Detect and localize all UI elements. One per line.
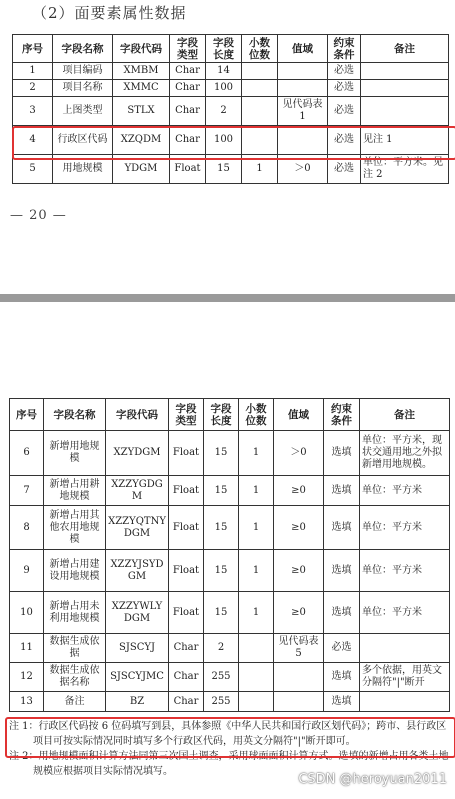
table-row	[13, 63, 449, 80]
table-cell: Char	[170, 126, 206, 155]
table-cell: 选填	[324, 476, 360, 506]
header-cell: 序号	[13, 35, 53, 63]
table-cell: Char	[170, 63, 206, 80]
table-cell: SJSCYJ	[106, 634, 169, 663]
table-header-row	[13, 35, 449, 63]
table-cell	[274, 692, 324, 712]
table-cell: BZ	[106, 692, 169, 712]
table-cell: ≥0	[274, 506, 324, 550]
header-cell: 值域	[278, 35, 328, 63]
table-cell: YDGM	[113, 155, 170, 184]
header-cell: 字段类型	[170, 35, 206, 63]
table-row	[10, 431, 450, 476]
table-cell: 选填	[324, 431, 360, 476]
table-cell: Float	[170, 155, 206, 184]
table-cell: 255	[204, 692, 239, 712]
table-cell	[361, 80, 449, 97]
table-cell: ＞0	[278, 155, 328, 184]
table-row	[10, 634, 450, 663]
table-cell: 新增占用未利用地规模	[44, 592, 106, 634]
header-cell: 约束条件	[324, 399, 360, 431]
table-cell: 10	[10, 592, 44, 634]
table-cell: 1	[239, 506, 274, 550]
table-cell: 用地规模	[53, 155, 113, 184]
table-cell: 1	[13, 63, 53, 80]
table-cell: 1	[239, 476, 274, 506]
header-cell: 小数位数	[242, 35, 278, 63]
table-cell: 7	[10, 476, 44, 506]
header-cell: 字段代码	[113, 35, 170, 63]
table-cell: 15	[204, 550, 239, 592]
table-cell: Char	[169, 692, 204, 712]
table-cell: 选填	[324, 692, 360, 712]
page-divider	[0, 294, 455, 302]
table-row	[10, 506, 450, 550]
table-cell: 15	[204, 506, 239, 550]
table-cell	[278, 126, 328, 155]
table-cell: 14	[206, 63, 242, 80]
table-cell: 单位：平方米	[360, 506, 450, 550]
table-cell: 新增用地规模	[44, 431, 106, 476]
header-cell: 字段名称	[53, 35, 113, 63]
table-cell: 单位：平方米，现状交通用地之外拟新增用地规模。	[360, 431, 450, 476]
table-cell: Float	[169, 476, 204, 506]
table-cell: 15	[204, 592, 239, 634]
header-cell: 备注	[360, 399, 450, 431]
table-cell: 新增占用耕地规模	[44, 476, 106, 506]
table-cell: 选填	[324, 506, 360, 550]
table-cell: 单位：平方米	[360, 550, 450, 592]
header-cell: 字段长度	[206, 35, 242, 63]
table-cell: 多个依据，用英文分隔符"|"断开	[360, 663, 450, 692]
table-cell: 15	[206, 155, 242, 184]
table-cell	[242, 97, 278, 126]
table-cell: ＞0	[274, 431, 324, 476]
watermark: CSDN @heroyuan2011	[298, 772, 447, 787]
table-cell: 3	[13, 97, 53, 126]
table-cell: 见代码表 5	[274, 634, 324, 663]
table-cell: 必选	[328, 63, 361, 80]
table-cell	[278, 80, 328, 97]
table-cell: 数据生成依据名称	[44, 663, 106, 692]
table-cell: 项目名称	[53, 80, 113, 97]
table-cell: 255	[204, 663, 239, 692]
table-cell: ≥0	[274, 476, 324, 506]
table-cell: 上图类型	[53, 97, 113, 126]
section-title: （2）面要素属性数据	[32, 4, 187, 22]
table-cell: 项目编码	[53, 63, 113, 80]
table-cell: 必选	[328, 126, 361, 155]
table-cell: Float	[169, 506, 204, 550]
attribute-table-part2	[9, 398, 450, 712]
header-cell: 字段类型	[169, 399, 204, 431]
table-cell: Char	[170, 97, 206, 126]
table-cell	[360, 634, 450, 663]
table-cell: 单位：平方米	[360, 592, 450, 634]
table-cell	[278, 63, 328, 80]
table-cell	[361, 63, 449, 80]
table-cell: 100	[206, 80, 242, 97]
table-row	[10, 592, 450, 634]
table-cell	[239, 692, 274, 712]
table-cell: XZQDM	[113, 126, 170, 155]
table-cell	[239, 663, 274, 692]
table-cell: 100	[206, 126, 242, 155]
header-cell: 小数位数	[239, 399, 274, 431]
table-cell	[274, 663, 324, 692]
table-cell: 必选	[324, 634, 360, 663]
table-cell: XZZYQTNYDGM	[106, 506, 169, 550]
table-cell: 9	[10, 550, 44, 592]
table-cell: XZZYGDGM	[106, 476, 169, 506]
table-cell: 行政区代码	[53, 126, 113, 155]
page-number: — 20 —	[10, 208, 67, 223]
table-row	[10, 692, 450, 712]
table-cell: 选填	[324, 663, 360, 692]
table-cell: Float	[169, 550, 204, 592]
table-cell: 5	[13, 155, 53, 184]
notes	[9, 719, 449, 779]
table-cell: SJSCYJMC	[106, 663, 169, 692]
table-cell: 2	[206, 97, 242, 126]
table-header-row	[10, 399, 450, 431]
table-cell: Char	[169, 634, 204, 663]
header-cell: 约束条件	[328, 35, 361, 63]
table-cell: 12	[10, 663, 44, 692]
table-cell: 选填	[324, 592, 360, 634]
note-2: 注 2：用地规模面积计算方法同第三次国土调查，采用球面面积计算方式。选填的新增占用各类土地规模应根据项目实际情况填写。	[9, 751, 449, 777]
table-cell: 1	[242, 155, 278, 184]
table-cell	[242, 126, 278, 155]
table-cell	[242, 63, 278, 80]
table-cell: 见注 1	[361, 126, 449, 155]
table-cell: 6	[10, 431, 44, 476]
table-cell: Char	[169, 663, 204, 692]
table-cell: ≥0	[274, 550, 324, 592]
table-cell: 11	[10, 634, 44, 663]
table-cell: 8	[10, 506, 44, 550]
table-cell: 1	[239, 592, 274, 634]
table-cell: 1	[239, 550, 274, 592]
table-cell: 1	[239, 431, 274, 476]
header-cell: 字段代码	[106, 399, 169, 431]
table-cell: 15	[204, 431, 239, 476]
header-cell: 序号	[10, 399, 44, 431]
header-cell: 备注	[361, 35, 449, 63]
table-cell: 必选	[328, 97, 361, 126]
table-cell: XMMC	[113, 80, 170, 97]
table-cell: XZZYWLYDGM	[106, 592, 169, 634]
table-cell: XZYDGM	[106, 431, 169, 476]
table-cell: 4	[13, 126, 53, 155]
table-row	[10, 663, 450, 692]
table-cell: 见代码表 1	[278, 97, 328, 126]
table-row	[10, 476, 450, 506]
table-cell: 2	[13, 80, 53, 97]
table-cell	[242, 80, 278, 97]
table-cell: 15	[204, 476, 239, 506]
table-row	[13, 155, 449, 184]
table-cell: 备注	[44, 692, 106, 712]
header-cell: 字段名称	[44, 399, 106, 431]
table-cell: 新增占用建设用地规模	[44, 550, 106, 592]
attribute-table-part1	[12, 34, 449, 184]
table-row	[13, 80, 449, 97]
table-cell: 2	[204, 634, 239, 663]
table-cell: ≥0	[274, 592, 324, 634]
table-cell: 单位：平方米。见注 2	[361, 155, 449, 184]
table-cell: STLX	[113, 97, 170, 126]
table-cell: 必选	[328, 155, 361, 184]
table-row	[13, 97, 449, 126]
table-cell: Char	[170, 80, 206, 97]
table-cell: 单位：平方米	[360, 476, 450, 506]
note-1: 注 1：行政区代码按 6 位码填写到县，具体参照《中华人民共和国行政区划代码》；跨市、县行政区项目可按实际情况同时填写多个行政区代码，用英文分隔符"|"断开即可。	[9, 721, 447, 747]
table-cell: 选填	[324, 550, 360, 592]
table-cell: Float	[169, 592, 204, 634]
table-cell: XMBM	[113, 63, 170, 80]
table-cell: 13	[10, 692, 44, 712]
table-row	[10, 550, 450, 592]
table-row	[13, 126, 449, 155]
table-cell	[360, 692, 450, 712]
table-cell: 新增占用其他农用地规模	[44, 506, 106, 550]
table-cell: 数据生成依据	[44, 634, 106, 663]
header-cell: 值域	[274, 399, 324, 431]
table-cell: XZZYJSYDGM	[106, 550, 169, 592]
table-cell: Float	[169, 431, 204, 476]
table-cell: 必选	[328, 80, 361, 97]
table-cell	[239, 634, 274, 663]
header-cell: 字段长度	[204, 399, 239, 431]
table-cell	[361, 97, 449, 126]
